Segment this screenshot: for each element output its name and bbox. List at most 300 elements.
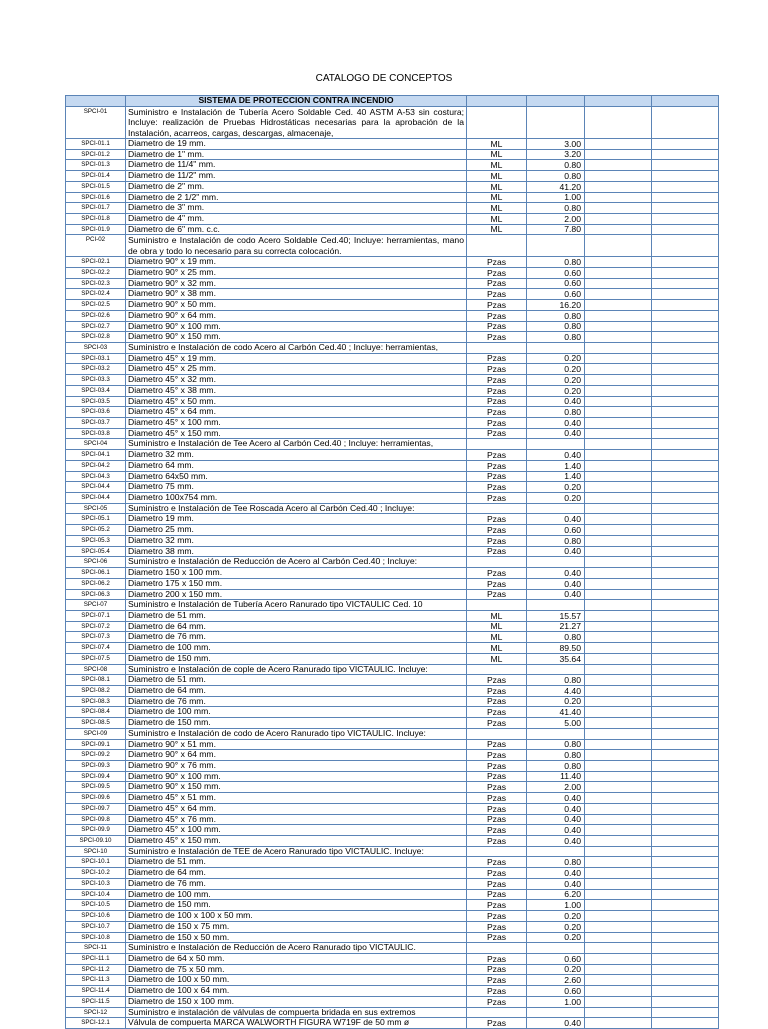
- header-amount-cell: [652, 96, 719, 107]
- item-unit: ML: [467, 192, 527, 203]
- item-unit: Pzas: [467, 675, 527, 686]
- item-unit-price: [585, 803, 652, 814]
- item-code: SPCI-04.1: [66, 450, 126, 461]
- item-amount: [652, 235, 719, 257]
- item-amount: [652, 514, 719, 525]
- item-code: SPCI-01.7: [66, 203, 126, 214]
- item-description: Diametro 90° x 64 mm.: [126, 310, 467, 321]
- table-row: [66, 535, 719, 546]
- table-row: [66, 407, 719, 418]
- table-row: [66, 771, 719, 782]
- item-unit-price: [585, 825, 652, 836]
- item-unit: Pzas: [467, 428, 527, 439]
- item-amount: [652, 439, 719, 450]
- item-unit: Pzas: [467, 868, 527, 879]
- document-title: CATALOGO DE CONCEPTOS: [315, 73, 453, 84]
- item-code: SPCI-03.5: [66, 396, 126, 407]
- item-description: Suministro e Instalación de Tee Acero al Carbón Ced.40 ; Incluye: herramientas,: [126, 439, 467, 450]
- item-amount: [652, 289, 719, 300]
- table-row: [66, 739, 719, 750]
- item-code: SPCI-11.2: [66, 964, 126, 975]
- item-description: Diametro 150 x 100 mm.: [126, 568, 467, 579]
- item-unit: [467, 439, 527, 450]
- item-unit: Pzas: [467, 900, 527, 911]
- item-code: SPCI-02.4: [66, 289, 126, 300]
- item-unit-price: [585, 342, 652, 353]
- item-unit-price: [585, 718, 652, 729]
- item-code: SPCI-12: [66, 1007, 126, 1018]
- item-amount: [652, 836, 719, 847]
- item-quantity: [527, 846, 585, 857]
- table-row: [66, 375, 719, 386]
- item-unit-price: [585, 986, 652, 997]
- item-description: Diametro 19 mm.: [126, 514, 467, 525]
- item-description: Diametro de 11/4" mm.: [126, 160, 467, 171]
- item-unit-price: [585, 996, 652, 1007]
- item-quantity: 0.80: [527, 407, 585, 418]
- item-code: SPCI-05.4: [66, 546, 126, 557]
- item-quantity: [527, 342, 585, 353]
- item-description: Diametro de 100 x 50 mm.: [126, 975, 467, 986]
- item-amount: [652, 149, 719, 160]
- item-code: SPCI-06.2: [66, 578, 126, 589]
- item-unit: Pzas: [467, 418, 527, 429]
- item-unit: Pzas: [467, 385, 527, 396]
- table-row: [66, 964, 719, 975]
- item-unit-price: [585, 685, 652, 696]
- item-unit: Pzas: [467, 750, 527, 761]
- table-row: [66, 353, 719, 364]
- item-quantity: 0.60: [527, 267, 585, 278]
- item-code: SPCI-06: [66, 557, 126, 568]
- item-quantity: 0.60: [527, 986, 585, 997]
- item-unit-price: [585, 600, 652, 611]
- item-amount: [652, 761, 719, 772]
- item-description: Suministro e Instalación de Tubería Acero Ranurado tipo VICTAULIC Ced. 10: [126, 600, 467, 611]
- item-description: Diametro de 150 mm.: [126, 653, 467, 664]
- item-unit-price: [585, 578, 652, 589]
- item-unit: Pzas: [467, 771, 527, 782]
- table-row: [66, 878, 719, 889]
- table-row: [66, 857, 719, 868]
- table-row: [66, 332, 719, 343]
- item-description: Diametro 90° x 38 mm.: [126, 289, 467, 300]
- item-unit: [467, 106, 527, 138]
- item-amount: [652, 793, 719, 804]
- item-unit: Pzas: [467, 782, 527, 793]
- item-amount: [652, 557, 719, 568]
- item-amount: [652, 750, 719, 761]
- table-row: [66, 471, 719, 482]
- item-quantity: 0.20: [527, 375, 585, 386]
- item-amount: [652, 803, 719, 814]
- item-description: Diametro de 64 mm.: [126, 685, 467, 696]
- item-description: Diametro de 64 mm.: [126, 868, 467, 879]
- item-unit-price: [585, 235, 652, 257]
- item-unit-price: [585, 160, 652, 171]
- item-quantity: 0.40: [527, 878, 585, 889]
- table-row: [66, 514, 719, 525]
- item-amount: [652, 825, 719, 836]
- item-quantity: 0.20: [527, 493, 585, 504]
- item-amount: [652, 578, 719, 589]
- item-unit-price: [585, 1007, 652, 1018]
- item-quantity: 0.20: [527, 911, 585, 922]
- item-amount: [652, 696, 719, 707]
- item-unit: Pzas: [467, 932, 527, 943]
- item-amount: [652, 460, 719, 471]
- item-code: SPCI-02.1: [66, 257, 126, 268]
- item-unit: Pzas: [467, 803, 527, 814]
- item-amount: [652, 482, 719, 493]
- item-quantity: 0.40: [527, 803, 585, 814]
- table-row: [66, 300, 719, 311]
- item-unit-price: [585, 975, 652, 986]
- item-quantity: 35.64: [527, 653, 585, 664]
- item-code: SPCI-01.1: [66, 138, 126, 149]
- item-quantity: 0.40: [527, 396, 585, 407]
- item-code: PCI-02: [66, 235, 126, 257]
- item-description: Diametro de 1" mm.: [126, 149, 467, 160]
- table-row: [66, 600, 719, 611]
- table-row: [66, 235, 719, 257]
- item-description: Diametro 45° x 25 mm.: [126, 364, 467, 375]
- item-unit: Pzas: [467, 300, 527, 311]
- item-description: Diametro 45° x 64 mm.: [126, 407, 467, 418]
- item-description: Válvula de compuerta MARCA WALWORTH FIGURA W719F de 50 mm ø: [126, 1018, 467, 1029]
- item-quantity: 0.40: [527, 793, 585, 804]
- item-amount: [652, 138, 719, 149]
- header-unit-cell: [467, 96, 527, 107]
- item-quantity: [527, 943, 585, 954]
- item-amount: [652, 814, 719, 825]
- item-unit: [467, 342, 527, 353]
- item-description: Diametro de 76 mm.: [126, 632, 467, 643]
- item-description: Diametro de 150 mm.: [126, 718, 467, 729]
- item-description: Suministro e Instalación de codo de Acero Ranurado tipo VICTAULIC. Incluye:: [126, 728, 467, 739]
- table-row: [66, 675, 719, 686]
- table-row: [66, 953, 719, 964]
- item-quantity: 1.40: [527, 460, 585, 471]
- item-unit-price: [585, 889, 652, 900]
- item-unit-price: [585, 503, 652, 514]
- item-description: Diametro 45° x 100 mm.: [126, 825, 467, 836]
- item-code: SPCI-09.6: [66, 793, 126, 804]
- item-description: Diametro 38 mm.: [126, 546, 467, 557]
- item-description: Diametro 32 mm.: [126, 535, 467, 546]
- item-amount: [652, 707, 719, 718]
- item-description: Diametro 90° x 150 mm.: [126, 782, 467, 793]
- item-quantity: 2.60: [527, 975, 585, 986]
- item-description: Diametro de 51 mm.: [126, 675, 467, 686]
- item-description: Diametro 90° x 19 mm.: [126, 257, 467, 268]
- item-description: Diametro de 64 x 50 mm.: [126, 953, 467, 964]
- item-description: Diametro 45° x 76 mm.: [126, 814, 467, 825]
- item-unit-price: [585, 450, 652, 461]
- item-unit: Pzas: [467, 685, 527, 696]
- item-unit-price: [585, 911, 652, 922]
- item-code: SPCI-05.2: [66, 525, 126, 536]
- item-unit: Pzas: [467, 793, 527, 804]
- item-code: SPCI-10: [66, 846, 126, 857]
- table-row: [66, 342, 719, 353]
- item-unit: Pzas: [467, 739, 527, 750]
- table-row: [66, 289, 719, 300]
- item-quantity: 1.00: [527, 900, 585, 911]
- item-amount: [652, 418, 719, 429]
- item-unit-price: [585, 814, 652, 825]
- item-description: Diametro de 4" mm.: [126, 213, 467, 224]
- item-quantity: 11.40: [527, 771, 585, 782]
- table-row: [66, 900, 719, 911]
- item-unit-price: [585, 385, 652, 396]
- item-unit-price: [585, 878, 652, 889]
- item-quantity: 0.20: [527, 696, 585, 707]
- item-quantity: 0.80: [527, 675, 585, 686]
- item-description: Diametro de 150 x 75 mm.: [126, 921, 467, 932]
- table-row: [66, 418, 719, 429]
- table-row: [66, 921, 719, 932]
- item-code: SPCI-09.2: [66, 750, 126, 761]
- item-quantity: 0.60: [527, 278, 585, 289]
- table-row: [66, 1007, 719, 1018]
- item-quantity: 0.40: [527, 814, 585, 825]
- item-quantity: 0.80: [527, 739, 585, 750]
- item-quantity: 0.20: [527, 353, 585, 364]
- table-row: [66, 707, 719, 718]
- table-row: [66, 482, 719, 493]
- header-code-cell: [66, 96, 126, 107]
- item-unit-price: [585, 310, 652, 321]
- item-code: SPCI-07.5: [66, 653, 126, 664]
- item-description: Diametro 25 mm.: [126, 525, 467, 536]
- item-amount: [652, 396, 719, 407]
- item-unit-price: [585, 278, 652, 289]
- table-row: [66, 911, 719, 922]
- item-description: Suministro e Instalación de cople de Acero Ranurado tipo VICTAULIC. Incluye:: [126, 664, 467, 675]
- item-amount: [652, 953, 719, 964]
- item-amount: [652, 181, 719, 192]
- item-description: Diametro de 2 1/2" mm.: [126, 192, 467, 203]
- item-code: SPCI-09.9: [66, 825, 126, 836]
- item-amount: [652, 718, 719, 729]
- item-code: SPCI-10.1: [66, 857, 126, 868]
- item-amount: [652, 878, 719, 889]
- item-quantity: 0.40: [527, 428, 585, 439]
- item-code: SPCI-03.8: [66, 428, 126, 439]
- item-quantity: 1.00: [527, 192, 585, 203]
- item-amount: [652, 610, 719, 621]
- item-amount: [652, 385, 719, 396]
- item-code: SPCI-10.7: [66, 921, 126, 932]
- item-amount: [652, 342, 719, 353]
- item-amount: [652, 911, 719, 922]
- item-description: Diametro 45° x 38 mm.: [126, 385, 467, 396]
- table-row: [66, 1018, 719, 1029]
- item-unit-price: [585, 171, 652, 182]
- item-description: Suministro e Instalación de codo Acero al Carbón Ced.40 ; Incluye: herramientas,: [126, 342, 467, 353]
- item-amount: [652, 675, 719, 686]
- item-unit: Pzas: [467, 696, 527, 707]
- item-unit: Pzas: [467, 375, 527, 386]
- item-code: SPCI-09.1: [66, 739, 126, 750]
- item-amount: [652, 900, 719, 911]
- item-unit: Pzas: [467, 482, 527, 493]
- item-unit: ML: [467, 181, 527, 192]
- item-description: Diametro 90° x 150 mm.: [126, 332, 467, 343]
- table-row: [66, 632, 719, 643]
- item-code: SPCI-05.1: [66, 514, 126, 525]
- item-code: SPCI-04.2: [66, 460, 126, 471]
- item-quantity: [527, 664, 585, 675]
- table-row: [66, 203, 719, 214]
- item-quantity: 0.60: [527, 525, 585, 536]
- item-quantity: 0.80: [527, 160, 585, 171]
- item-quantity: 0.80: [527, 750, 585, 761]
- item-code: SPCI-01.4: [66, 171, 126, 182]
- item-description: Diametro de 150 x 100 mm.: [126, 996, 467, 1007]
- item-amount: [652, 986, 719, 997]
- table-row: [66, 943, 719, 954]
- item-amount: [652, 535, 719, 546]
- item-unit: Pzas: [467, 975, 527, 986]
- item-description: Diametro de 75 x 50 mm.: [126, 964, 467, 975]
- item-quantity: 3.20: [527, 149, 585, 160]
- table-row: [66, 653, 719, 664]
- item-unit: Pzas: [467, 267, 527, 278]
- item-code: SPCI-01.2: [66, 149, 126, 160]
- table-row: [66, 750, 719, 761]
- item-code: SPCI-11: [66, 943, 126, 954]
- table-row: [66, 761, 719, 772]
- item-unit-price: [585, 535, 652, 546]
- item-amount: [652, 300, 719, 311]
- item-unit-price: [585, 953, 652, 964]
- item-amount: [652, 321, 719, 332]
- item-description: Suministro e Instalación de codo Acero Soldable Ced.40; Incluye: herramientas, mano de obra y todo lo necesario para su correcta colocación.: [126, 235, 467, 257]
- table-row: [66, 428, 719, 439]
- table-row: [66, 718, 719, 729]
- item-description: Suministro e Instalación de Reducción de Acero al Carbón Ced.40 ; Incluye:: [126, 557, 467, 568]
- item-unit-price: [585, 192, 652, 203]
- item-description: Diametro 90° x 25 mm.: [126, 267, 467, 278]
- item-unit: [467, 503, 527, 514]
- table-row: [66, 568, 719, 579]
- item-quantity: 4.40: [527, 685, 585, 696]
- table-row: [66, 986, 719, 997]
- item-unit: Pzas: [467, 396, 527, 407]
- item-description: Suministro e Instalación de TEE de Acero Ranurado tipo VICTAULIC. Incluye:: [126, 846, 467, 857]
- item-amount: [652, 643, 719, 654]
- item-amount: [652, 921, 719, 932]
- item-quantity: [527, 235, 585, 257]
- item-unit-price: [585, 921, 652, 932]
- item-description: Diametro 90° x 100 mm.: [126, 771, 467, 782]
- item-code: SPCI-08.2: [66, 685, 126, 696]
- item-unit: Pzas: [467, 986, 527, 997]
- table-row: [66, 460, 719, 471]
- item-description: Diametro de 51 mm.: [126, 857, 467, 868]
- item-code: SPCI-07.3: [66, 632, 126, 643]
- item-quantity: [527, 106, 585, 138]
- table-row: [66, 503, 719, 514]
- item-unit: Pzas: [467, 857, 527, 868]
- item-amount: [652, 192, 719, 203]
- item-quantity: 0.20: [527, 482, 585, 493]
- item-unit: [467, 1007, 527, 1018]
- item-amount: [652, 846, 719, 857]
- item-code: SPCI-03.1: [66, 353, 126, 364]
- item-code: SPCI-01.3: [66, 160, 126, 171]
- item-unit: Pzas: [467, 332, 527, 343]
- item-unit: Pzas: [467, 460, 527, 471]
- item-quantity: 0.20: [527, 364, 585, 375]
- table-row: [66, 171, 719, 182]
- item-code: SPCI-09.4: [66, 771, 126, 782]
- item-description: Diametro 64x50 mm.: [126, 471, 467, 482]
- item-unit: Pzas: [467, 889, 527, 900]
- item-amount: [652, 332, 719, 343]
- item-code: SPCI-03.4: [66, 385, 126, 396]
- item-amount: [652, 364, 719, 375]
- item-unit-price: [585, 739, 652, 750]
- item-code: SPCI-03.3: [66, 375, 126, 386]
- item-amount: [652, 375, 719, 386]
- item-amount: [652, 996, 719, 1007]
- item-description: Suministro e instalación de válvulas de compuerta bridada en sus extremos: [126, 1007, 467, 1018]
- item-code: SPCI-01.8: [66, 213, 126, 224]
- item-quantity: [527, 600, 585, 611]
- table-row: [66, 213, 719, 224]
- item-quantity: 0.40: [527, 450, 585, 461]
- item-quantity: 3.00: [527, 138, 585, 149]
- item-amount: [652, 493, 719, 504]
- section-title: SISTEMA DE PROTECCION CONTRA INCENDIO: [126, 96, 467, 107]
- item-unit-price: [585, 793, 652, 804]
- item-unit: Pzas: [467, 996, 527, 1007]
- item-amount: [652, 857, 719, 868]
- item-unit-price: [585, 332, 652, 343]
- item-description: Diametro 90° x 64 mm.: [126, 750, 467, 761]
- item-description: Diametro 45° x 100 mm.: [126, 418, 467, 429]
- item-description: Diametro 200 x 150 mm.: [126, 589, 467, 600]
- table-row: [66, 257, 719, 268]
- item-unit: ML: [467, 224, 527, 235]
- item-code: SPCI-08.3: [66, 696, 126, 707]
- item-quantity: 2.00: [527, 213, 585, 224]
- item-description: Diametro de 64 mm.: [126, 621, 467, 632]
- item-description: Diametro de 150 x 50 mm.: [126, 932, 467, 943]
- item-unit-price: [585, 353, 652, 364]
- item-amount: [652, 546, 719, 557]
- header-qty-cell: [527, 96, 585, 107]
- concepts-table: [65, 95, 719, 1029]
- item-code: SPCI-12.1: [66, 1018, 126, 1029]
- item-description: Diametro 45° x 64 mm.: [126, 803, 467, 814]
- item-description: Diametro de 76 mm.: [126, 696, 467, 707]
- item-unit: Pzas: [467, 546, 527, 557]
- table-row: [66, 181, 719, 192]
- item-unit: Pzas: [467, 878, 527, 889]
- item-amount: [652, 428, 719, 439]
- item-quantity: [527, 557, 585, 568]
- item-code: SPCI-10.2: [66, 868, 126, 879]
- item-unit-price: [585, 525, 652, 536]
- item-description: Diametro 75 mm.: [126, 482, 467, 493]
- item-code: SPCI-05: [66, 503, 126, 514]
- item-unit: Pzas: [467, 535, 527, 546]
- table-row: [66, 578, 719, 589]
